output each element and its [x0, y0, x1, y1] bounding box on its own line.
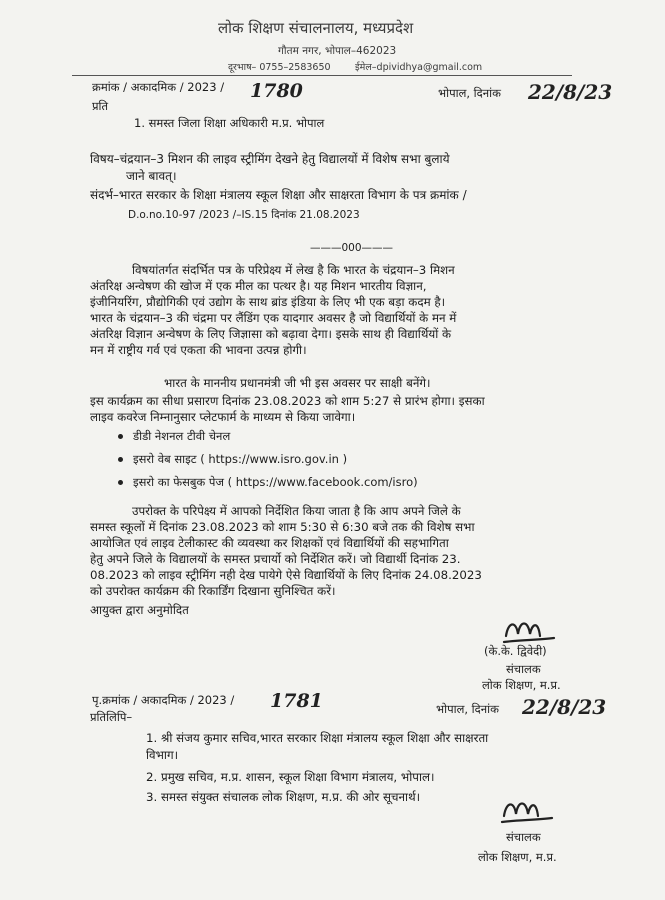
signature-icon: [500, 614, 560, 648]
office-email: ईमेल–dpividhya@gmail.com: [355, 62, 483, 73]
paragraph-line: आयोजित एवं लाइव टेलीकास्ट की व्यवस्था कर शिक्षकों एवं विद्यार्थियों की सहभागिता: [90, 536, 449, 550]
list-item: 3. समस्त संयुक्त संचालक लोक शिक्षण, म.प्र. की ओर सूचनार्थ।: [146, 790, 421, 804]
copy-date-handwritten: 22/8/23: [522, 695, 607, 719]
paragraph-line: को उपरोक्त कार्यक्रम की रिकार्डिंग दिखाना सुनिश्चित करें।: [90, 584, 336, 598]
copy-reference-handwritten: 1781: [270, 690, 323, 712]
prati-label: प्रति: [92, 99, 109, 113]
platform-item: इसरो का फेसबुक पेज ( https://www.facebook.com/isro): [118, 475, 418, 490]
date-handwritten: 22/8/23: [528, 80, 613, 104]
separator: ———000———: [310, 242, 394, 254]
office-title: लोक शिक्षण संचालनालय, मध्यप्रदेश: [218, 19, 414, 37]
signatory-office: लोक शिक्षण, म.प्र.: [482, 678, 561, 692]
paragraph-line: भारत के चंद्रयान–3 की चंद्रमा पर लैंडिंग एक यादगार अवसर है जो विद्यार्थियों के मन में: [90, 311, 457, 325]
signatory-title: संचालक: [506, 662, 541, 676]
copy-place-date-label: भोपाल, दिनांक: [436, 702, 499, 716]
copy-signatory-title: संचालक: [506, 830, 541, 844]
paragraph-line: विषयांतर्गत संदर्भित पत्र के परिप्रेक्ष्य में लेख है कि भारत के चंद्रयान–3 मिशन: [132, 263, 455, 277]
reference-number-handwritten: 1780: [250, 80, 303, 102]
recipient: 1. समस्त जिला शिक्षा अधिकारी म.प्र. भोपाल: [134, 116, 325, 130]
office-phone: दूरभाष– 0755–2583650: [228, 62, 331, 73]
bullet-icon: [118, 457, 123, 462]
approval-note: आयुक्त द्वारा अनुमोदित: [90, 603, 189, 617]
office-address: गौतम नगर, भोपाल–462023: [278, 45, 397, 57]
reference-number-label: क्रमांक / अकादमिक / 2023 /: [92, 80, 225, 94]
platform-item: डीडी नेशनल टीवी चेनल: [118, 429, 230, 444]
bullet-icon: [118, 480, 123, 485]
copy-recipient-list: [146, 730, 488, 809]
header-divider: [72, 75, 572, 76]
paragraph-line: लाइव कवरेज निम्नानुसार प्लेटफार्म के माध्यम से किया जावेगा।: [90, 410, 356, 424]
paragraph-3: [90, 393, 485, 425]
list-item: 1. श्री संजय कुमार सचिव,भारत सरकार शिक्षा मंत्रालय स्कूल शिक्षा और साक्षरता: [146, 731, 489, 745]
paragraph-line: मन में राष्ट्रीय गर्व एवं एकता की भावना उत्पन्न होगी।: [90, 343, 307, 357]
platform-item: इसरो वेब साइट ( https://www.isro.gov.in ): [118, 452, 347, 467]
subject-line-1: विषय–चंद्रयान–3 मिशन की लाइव स्ट्रीमिंग देखने हेतु विद्यालयों में विशेष सभा बुलाये: [90, 152, 450, 166]
copy-signatory-office: लोक शिक्षण, म.प्र.: [478, 850, 557, 864]
list-item: विभाग।: [146, 748, 179, 762]
place-date-label: भोपाल, दिनांक: [438, 86, 501, 100]
reference-line-2: D.o.no.10-97 /2023 /–IS.15 दिनांक 21.08.2023: [128, 209, 360, 221]
paragraph-line: अंतरिक्ष विज्ञान अन्वेषण के लिए जिज्ञासा को बढ़ावा देगा। इसके साथ ही विद्यार्थियों के: [90, 327, 452, 341]
paragraph-line: समस्त स्कूलों में दिनांक 23.08.2023 को शाम 5:30 से 6:30 बजे तक की विशेष सभा: [90, 520, 475, 534]
paragraph-line: अंतरिक्ष अन्वेषण की खोज में एक मील का पत्थर है। यह मिशन भारतीय विज्ञान,: [90, 279, 427, 293]
signatory-name: (के.के. द्विवेदी): [484, 644, 547, 658]
paragraph-line: हेतु अपने जिले के विद्यालयों के समस्त प्रचार्यो को निर्देशित करें। जो विद्यार्थी दिनांक 23.: [90, 552, 461, 566]
paragraph-line: 08.2023 को लाइव स्ट्रीमिंग नही देख पायेगे ऐसे विद्यार्थियों के लिए दिनांक 24.08.2023: [90, 568, 482, 582]
paragraph-1: [90, 262, 456, 358]
paragraph-line: इस कार्यक्रम का सीधा प्रसारण दिनांक 23.08.2023 को शाम 5:27 से प्रारंभ होगा। इसका: [90, 394, 485, 408]
signature-icon: [498, 794, 558, 828]
paragraph-2: भारत के माननीय प्रधानमंत्री जी भी इस अवसर पर साक्षी बनेंगे।: [164, 376, 431, 390]
list-item: 2. प्रमुख सचिव, म.प्र. शासन, स्कूल शिक्षा विभाग मंत्रालय, भोपाल।: [146, 770, 435, 784]
paragraph-line: इंजीनियरिंग, प्रौद्योगिकी एवं उद्योग के साथ ब्रांड इंडिया के लिए भी एक बड़ा कदम है।: [90, 295, 446, 309]
copy-reference-label: पृ.क्रमांक / अकादमिक / 2023 /: [92, 693, 235, 707]
reference-line-1: संदर्भ–भारत सरकार के शिक्षा मंत्रालय स्कूल शिक्षा और साक्षरता विभाग के पत्र क्रमांक /: [90, 188, 467, 202]
paragraph-line: उपरोक्त के परिपेक्ष्य में आपको निर्देशित किया जाता है कि आप अपने जिले के: [132, 504, 461, 518]
bullet-icon: [118, 434, 123, 439]
paragraph-4: [90, 503, 482, 599]
pratilipi-label: प्रतिलिपि–: [90, 710, 133, 724]
subject-line-2: जाने बावत्।: [126, 169, 177, 183]
